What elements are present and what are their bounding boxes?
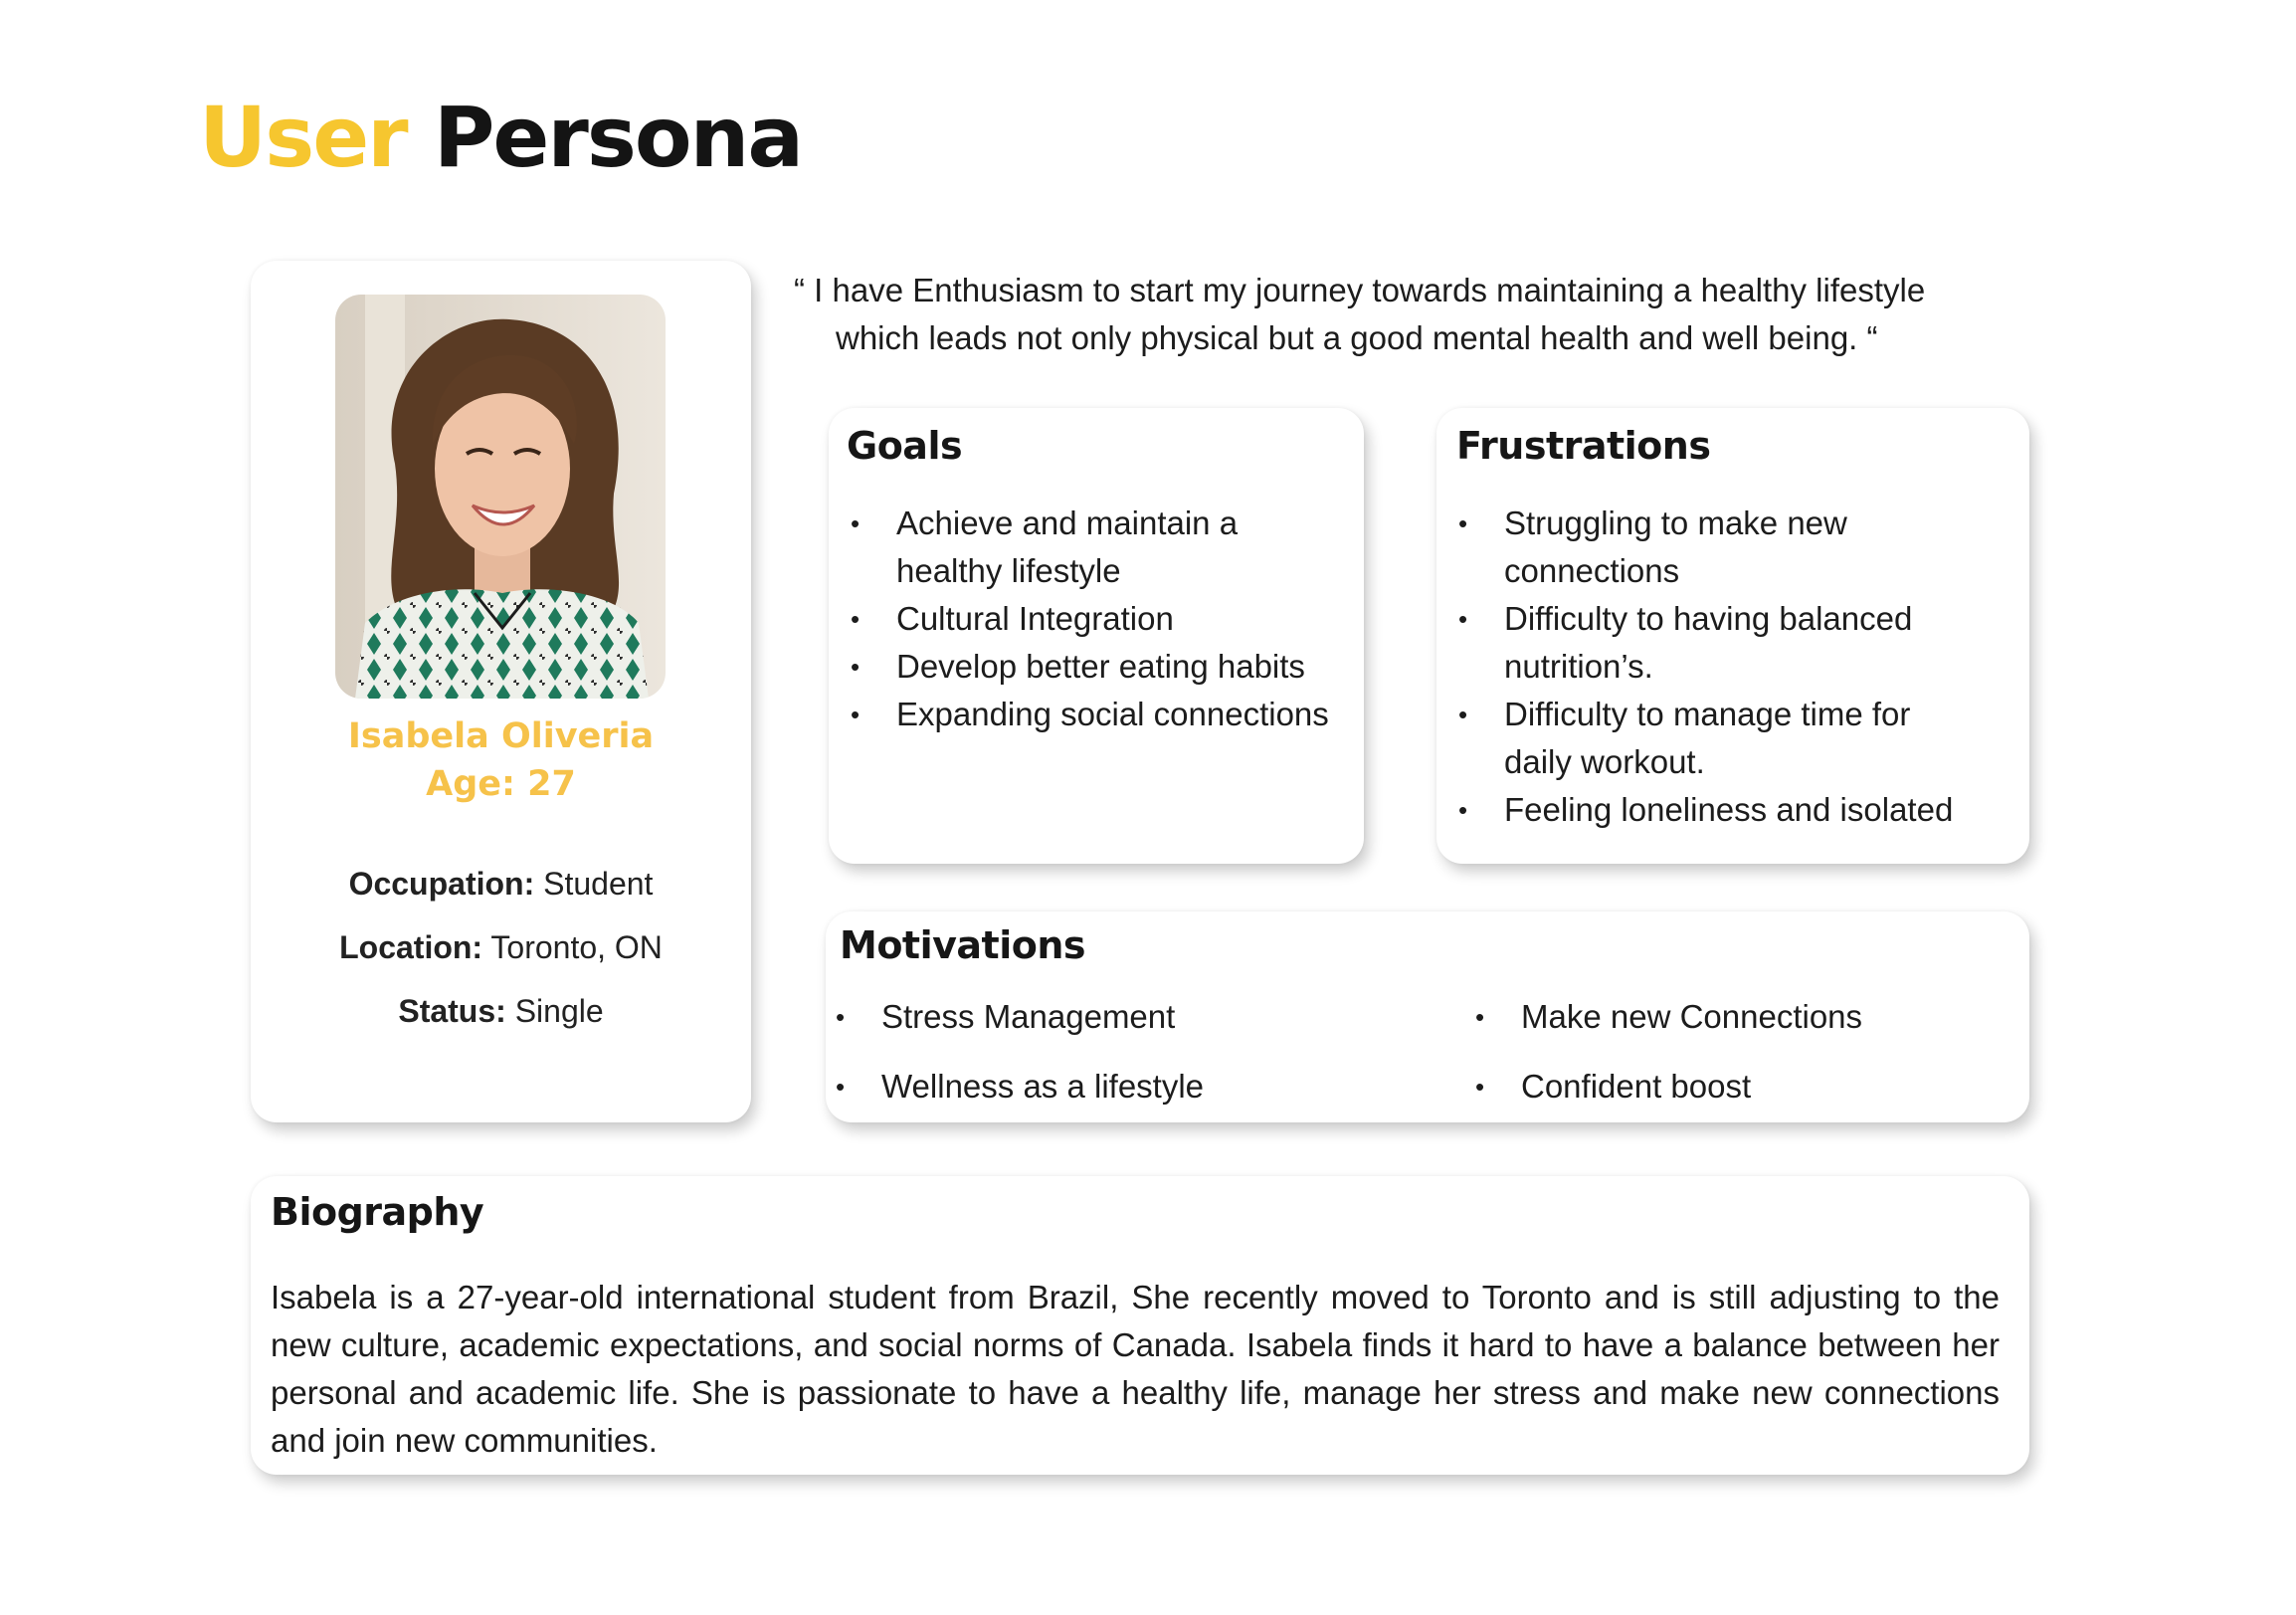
motivations-card — [826, 911, 2029, 1122]
list-item: • Wellness as a lifestyle — [836, 1063, 1393, 1110]
persona-age: Age: 27 — [426, 764, 576, 804]
list-item: • Make new Connections — [1475, 993, 1993, 1041]
portrait-image — [335, 295, 666, 699]
profile-card — [251, 261, 751, 1122]
list-item: • Achieve and maintain a healthy lifestyle — [851, 500, 1348, 595]
location-label: Location: — [339, 929, 483, 965]
occupation-label: Occupation: — [348, 866, 535, 902]
occupation-value: Student — [543, 866, 654, 902]
frustrations-card — [1436, 408, 2029, 864]
status-row — [251, 993, 751, 1030]
status-label: Status: — [398, 993, 506, 1029]
biography-text: Isabela is a 27-year-old international student from Brazil, She recently moved to Toronto and is still adjusting to the new culture, academic expectations, and social norms of Canada. Isabela finds it hard to have a balance between her personal and academic life. She is passionate to have a healthy life, manage her stress and make new connections and join new communities. — [271, 1279, 2000, 1459]
goals-heading: Goals — [847, 424, 963, 468]
biography-heading: Biography — [271, 1190, 484, 1234]
frustrations-heading: Frustrations — [1456, 424, 1711, 468]
list-item: • Struggling to make new connections — [1458, 500, 1986, 595]
title-main: Persona — [433, 89, 803, 186]
motivations-heading: Motivations — [840, 923, 1085, 967]
status-value: Single — [514, 993, 604, 1029]
list-item: • Difficulty to having balanced nutrition’s. — [1458, 595, 1986, 691]
quote-line-2: which leads not only physical but a good mental health and well being. “ — [836, 319, 1878, 356]
list-item: • Expanding social connections — [851, 691, 1348, 738]
quote-line-1: “ I have Enthusiasm to start my journey towards maintaining a healthy lifestyle — [794, 272, 1926, 308]
goals-list — [851, 500, 1348, 738]
location-row — [251, 929, 751, 966]
frustrations-list — [1458, 500, 1986, 834]
persona-name: Isabela Oliveria — [347, 716, 655, 756]
list-item: • Difficulty to manage time for daily workout. — [1458, 691, 1986, 786]
motivations-list-right — [1475, 993, 1993, 1132]
list-item: • Cultural Integration — [851, 595, 1348, 643]
list-item: • Feeling loneliness and isolated — [1458, 786, 1986, 834]
motivations-list-left — [836, 993, 1393, 1132]
persona-quote — [794, 267, 2087, 362]
list-item: • Stress Management — [836, 993, 1393, 1041]
title-accent: User — [199, 89, 407, 186]
profile-photo — [335, 295, 666, 699]
occupation-row — [251, 866, 751, 903]
goals-card — [829, 408, 1364, 864]
biography-card — [251, 1176, 2029, 1475]
list-item: • Confident boost — [1475, 1063, 1993, 1110]
list-item: • Develop better eating habits — [851, 643, 1348, 691]
location-value: Toronto, ON — [490, 929, 663, 965]
page-title — [199, 89, 803, 186]
